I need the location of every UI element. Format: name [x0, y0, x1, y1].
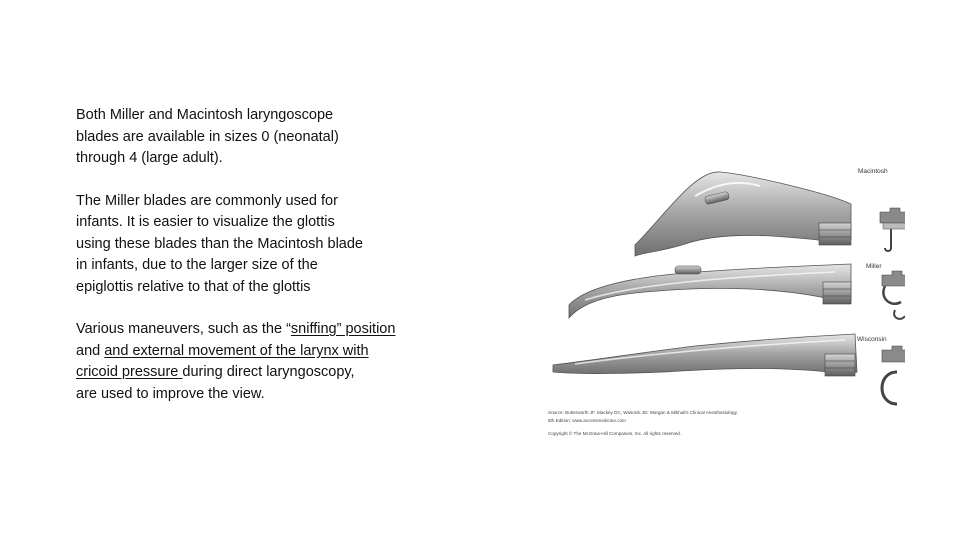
- wisconsin-cross-section: [882, 346, 905, 404]
- macintosh-cross-section: [880, 208, 905, 251]
- external-movement-link[interactable]: and external movement of the larynx with: [104, 342, 369, 359]
- maneuvers-text-3: during direct laryngoscopy,: [182, 364, 355, 380]
- sniffing-position-link[interactable]: sniffing” position: [290, 321, 396, 337]
- blades-illustration: [545, 160, 905, 445]
- laryngoscope-blades-figure: [545, 160, 905, 445]
- paragraph-miller-infants: The Miller blades are commonly used for infants. It is easier to visualize the glottis using these blades than the Macintosh blade in infants, due to the larger size of the epiglottis relative to that of the glottis: [76, 192, 363, 295]
- caption-source: Source: Butterworth JF, Mackey DC, Wasnick JD: Morgan & Mikhail's Clinical Anesthesiology,: [548, 410, 738, 415]
- cricoid-pressure-link[interactable]: cricoid pressure: [76, 364, 183, 380]
- maneuvers-text-1: Various maneuvers, such as the “: [76, 321, 291, 337]
- wisconsin-label: Wisconsin: [857, 336, 887, 343]
- maneuvers-text-4: are used to improve the view.: [76, 385, 265, 402]
- miller-label: Miller: [866, 263, 882, 270]
- maneuvers-text-2: and: [76, 342, 105, 359]
- wisconsin-blade: [553, 334, 857, 376]
- text-content: [76, 105, 456, 405]
- paragraph-blade-sizes: Both Miller and Macintosh laryngoscope blades are available in sizes 0 (neonatal) through 4 (large adult).: [76, 107, 339, 166]
- miller-blade: [569, 264, 851, 318]
- macintosh-blade: [635, 172, 851, 256]
- caption-copyright: Copyright © The McGraw-Hill Companies, Inc. All rights reserved.: [548, 431, 682, 436]
- paragraph-maneuvers: [76, 319, 456, 405]
- macintosh-label: Macintosh: [858, 168, 888, 175]
- caption-edition: 5th Edition: www.accessmedicine.com: [548, 418, 626, 423]
- miller-cross-section: [882, 271, 905, 319]
